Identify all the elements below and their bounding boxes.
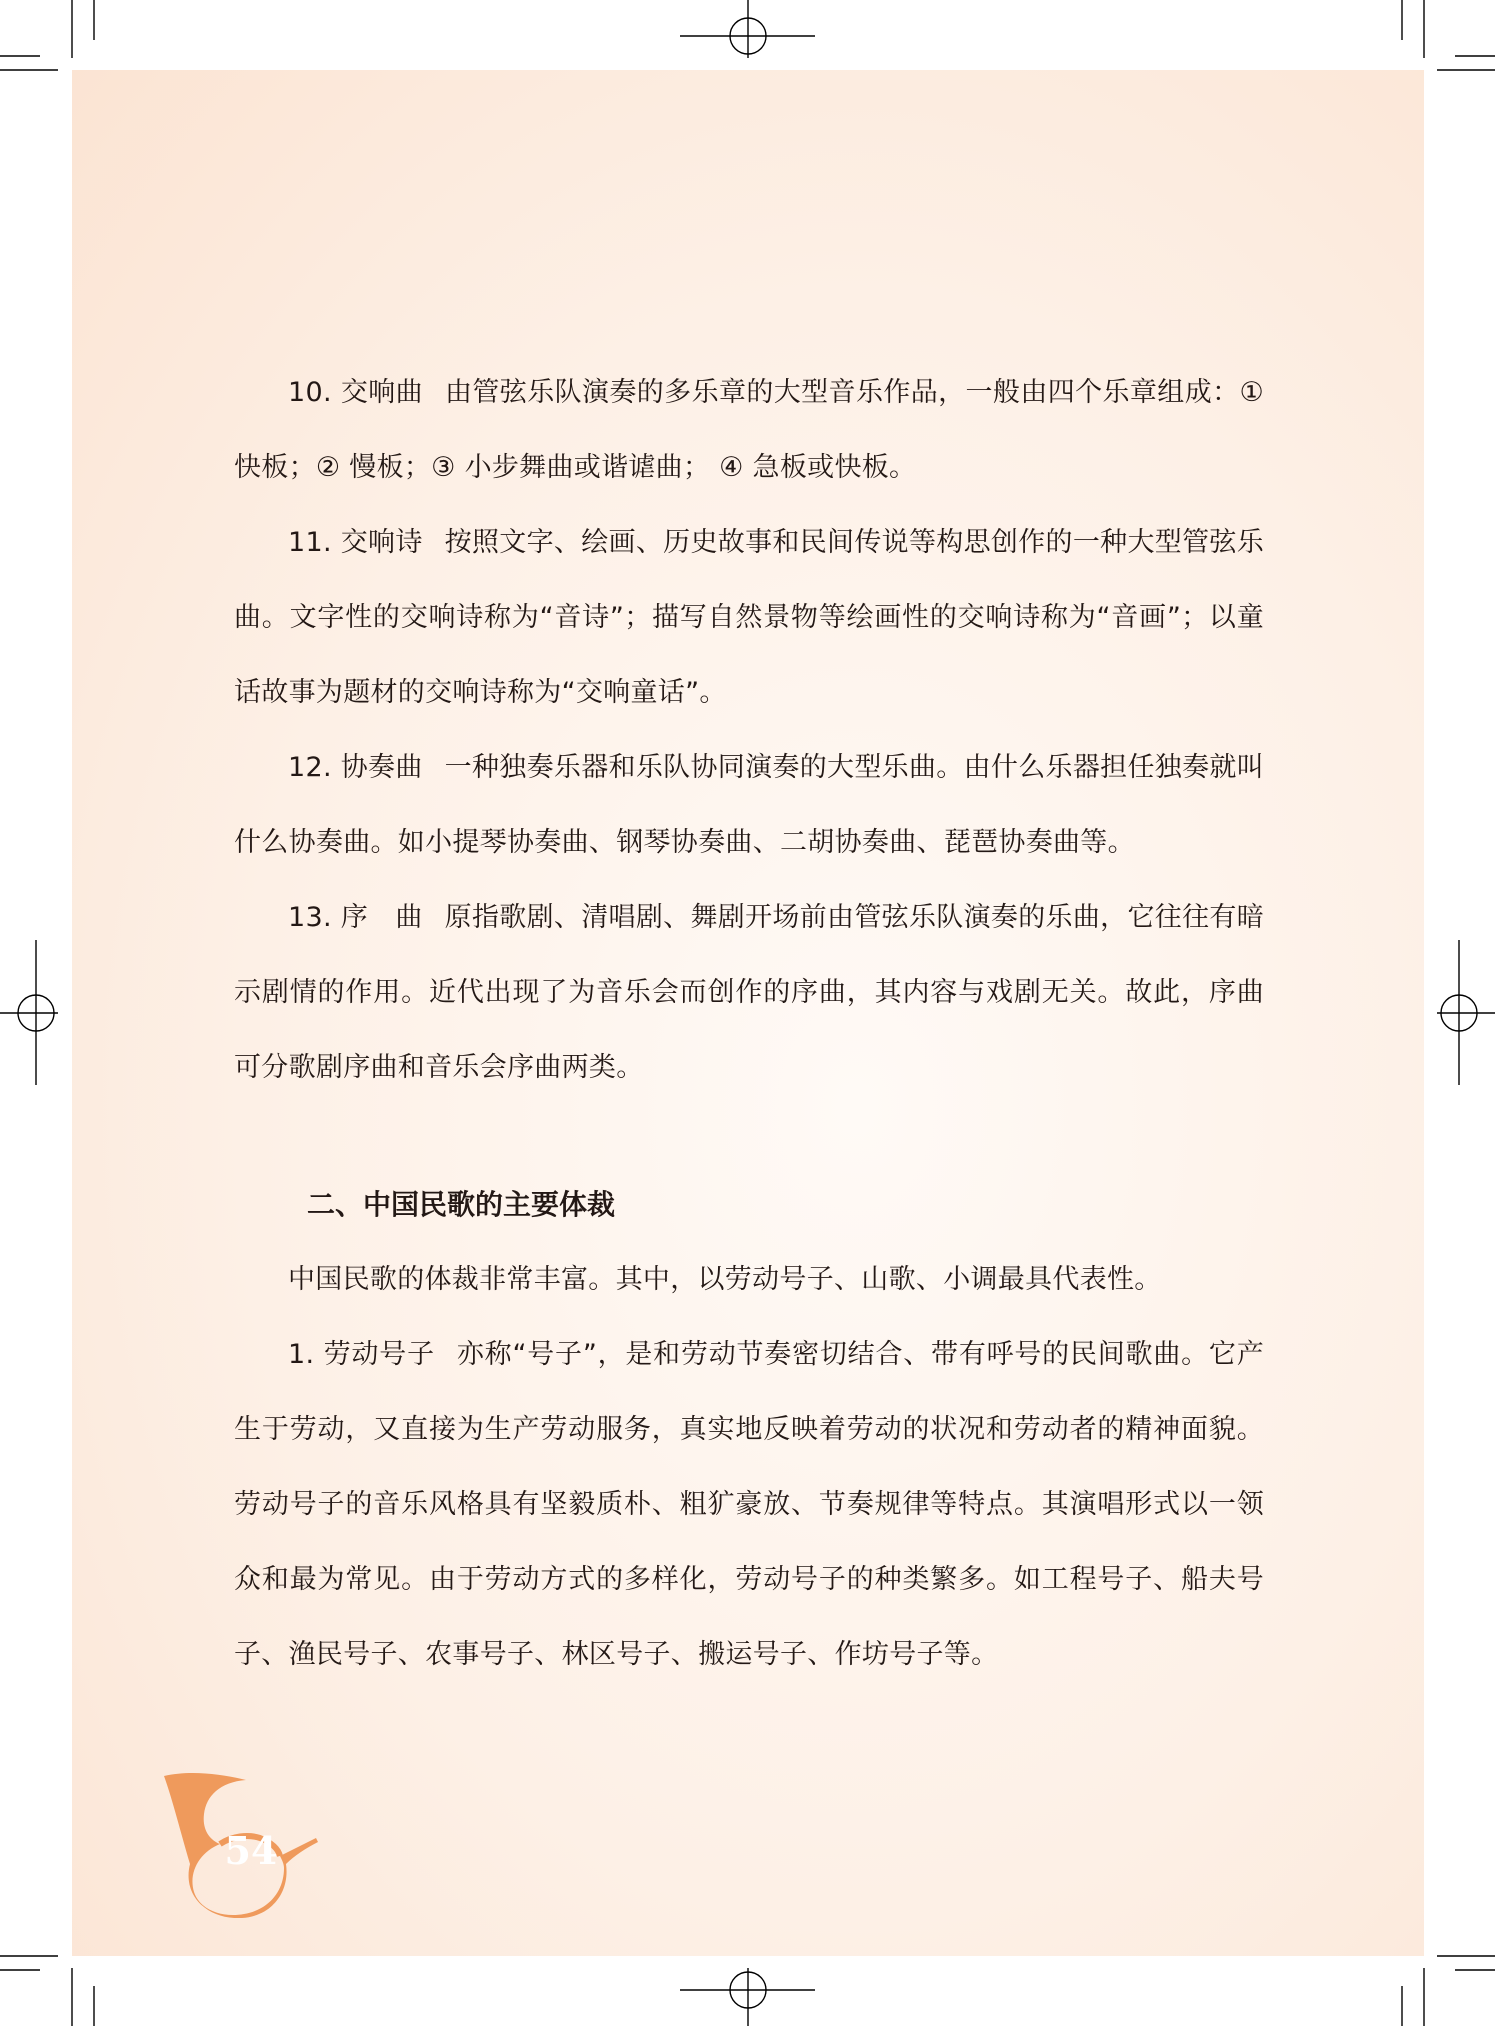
term-label: 10. 交响曲 [288, 377, 424, 408]
paragraph-symphony [234, 355, 1264, 505]
term-label: 13. 序 曲 [288, 902, 423, 933]
term-label: 11. 交响诗 [288, 527, 423, 558]
paragraph-work-songs [234, 1317, 1264, 1692]
term-label: 1. 劳动号子 [288, 1339, 435, 1370]
paragraph-text: 亦称“号子”，是和劳动节奏密切结合、带有呼号的民间歌曲。它产生于劳动，又直接为生产劳动服务，真实地反映着劳动的状况和劳动者的精神面貌。劳动号子的音乐风格具有坚毅质朴、粗犷豪放、节奏规律等特点。其演唱形式以一领众和最为常见。由于劳动方式的多样化，劳动号子的种类繁多。如工程号子、船夫号子、渔民号子、农事号子、林区号子、搬运号子、作坊号子等。 [234, 1339, 1264, 1670]
section-spacer [234, 1105, 1264, 1167]
paragraph-concerto [234, 730, 1264, 880]
paragraph-overture [234, 880, 1264, 1105]
section-intro: 中国民歌的体裁非常丰富。其中，以劳动号子、山歌、小调最具代表性。 [288, 1264, 1162, 1295]
paragraph-text: 由管弦乐队演奏的多乐章的大型音乐作品，一般由四个乐章组成：① 快板；② 慢板；③ 小步舞曲或谐谑曲； ④ 急板或快板。 [234, 377, 1264, 483]
section-heading: 二、中国民歌的主要体裁 [307, 1188, 616, 1221]
paragraph-text: 一种独奏乐器和乐队协同演奏的大型乐曲。由什么乐器担任独奏就叫什么协奏曲。如小提琴协奏曲、钢琴协奏曲、二胡协奏曲、琵琶协奏曲等。 [234, 752, 1264, 858]
paragraph-text: 原指歌剧、清唱剧、舞剧开场前由管弦乐队演奏的乐曲，它往往有暗示剧情的作用。近代出现了为音乐会而创作的序曲，其内容与戏剧无关。故此，序曲可分歌剧序曲和音乐会序曲两类。 [234, 902, 1264, 1083]
paragraph-text: 按照文字、绘画、历史故事和民间传说等构思创作的一种大型管弦乐曲。文字性的交响诗称为“音诗”；描写自然景物等绘画性的交响诗称为“音画”；以童话故事为题材的交响诗称为“交响童话”。 [234, 527, 1264, 708]
main-text [234, 355, 1264, 1692]
page-number: 54 [224, 1828, 278, 1873]
term-label: 12. 协奏曲 [288, 752, 423, 783]
paragraph-symphonic-poem [234, 505, 1264, 730]
